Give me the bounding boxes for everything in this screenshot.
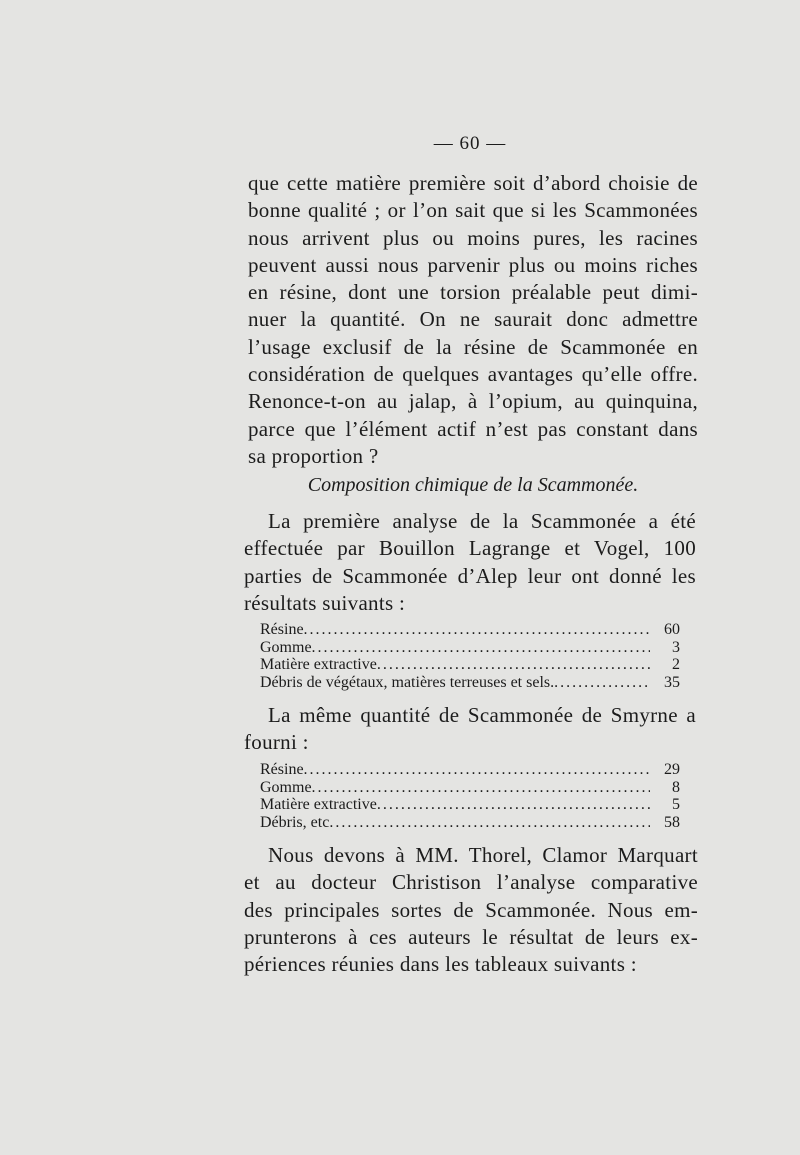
paragraph-3 (244, 702, 696, 757)
table-row (260, 796, 680, 814)
text-line: périences réunies dans les tableaux suivants : (244, 952, 637, 977)
results-table-aleppo (260, 621, 680, 691)
paragraph-4 (244, 842, 698, 978)
results-table-smyrna (260, 761, 680, 831)
text-line: bonne qualité ; or l’on sait que si les Scammonées (248, 198, 698, 223)
table-row (260, 761, 680, 779)
row-label: Résine (260, 761, 304, 778)
row-value: 2 (672, 656, 680, 673)
table-row (260, 621, 680, 639)
table-row (260, 779, 680, 797)
row-value: 3 (672, 638, 680, 656)
text-line: sa proportion ? (248, 443, 379, 468)
table-row (260, 639, 680, 657)
row-value: 60 (664, 621, 680, 638)
text-line: l’usage exclusif de la résine de Scammonée en (248, 334, 698, 359)
section-heading: Composition chimique de la Scammonée. (307, 474, 639, 496)
text-line: La première analyse de la Scammonée a été (268, 509, 696, 533)
text-line: La même quantité de Scammonée de Smyrne a (268, 703, 696, 727)
row-label: Débris, etc (260, 813, 330, 831)
text-line: des principales sortes de Scammonée. Nous em- (244, 897, 698, 922)
row-label: Gomme (260, 638, 312, 656)
row-label: Résine (260, 621, 304, 638)
table-row (260, 674, 680, 692)
page-number: — 60 — (433, 133, 507, 154)
text-line: nous arrivent plus ou moins pures, les racines (248, 225, 698, 250)
text-line: effectuée par Bouillon Lagrange et Vogel, 100 (244, 536, 696, 561)
text-line: Nous devons à MM. Thorel, Clamor Marquart (268, 843, 698, 867)
text-line: parties de Scammonée d’Alep leur ont donné les (244, 563, 696, 588)
text-line: nuer la quantité. On ne saurait donc admettre (248, 307, 698, 332)
text-line: résultats suivants : (244, 590, 406, 615)
row-value: 8 (672, 778, 680, 796)
table-row (260, 656, 680, 674)
text-line: prunterons à ces auteurs le résultat de leurs ex- (244, 924, 698, 949)
text-line: que cette matière première soit d’abord choisie de (248, 171, 698, 195)
text-line: peuvent aussi nous parvenir plus ou moins riches (248, 252, 698, 277)
row-value: 29 (664, 761, 680, 778)
paragraph-1 (248, 170, 698, 470)
text-line: en résine, dont une torsion préalable peut dimi- (248, 280, 698, 305)
paragraph-2 (244, 508, 696, 617)
row-value: 5 (672, 796, 680, 813)
row-label: Gomme (260, 778, 312, 796)
text-line: fourni : (244, 730, 309, 755)
row-value: 58 (664, 813, 680, 831)
text-line: parce que l’élément actif n’est pas constant dans (248, 416, 698, 441)
table-row (260, 814, 680, 832)
text-line: considération de quelques avantages qu’elle offre. (248, 362, 698, 387)
row-label: Matière extractive (260, 796, 377, 813)
row-label: Matière extractive (260, 656, 377, 673)
row-label: Débris de végétaux, matières terreuses et sels. (260, 673, 555, 691)
text-line: Renonce-t-on au jalap, à l’opium, au quinquina, (248, 389, 698, 414)
row-value: 35 (664, 673, 680, 691)
text-line: et au docteur Christison l’analyse comparative (244, 870, 698, 895)
